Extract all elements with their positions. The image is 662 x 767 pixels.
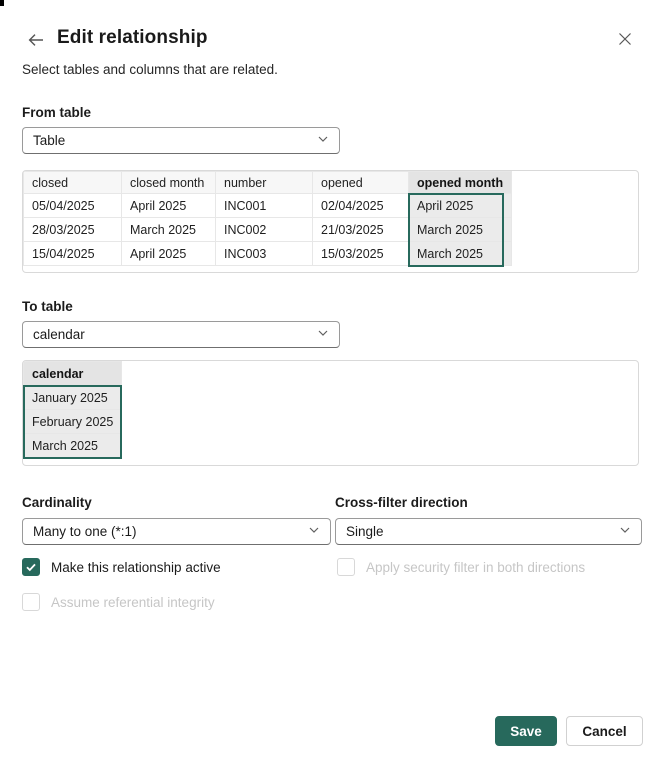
checkbox-assume-referential-integrity bbox=[22, 593, 215, 611]
dialog-subtitle: Select tables and columns that are related. bbox=[22, 62, 278, 77]
cardinality-dropdown-value: Many to one (*:1) bbox=[33, 524, 137, 539]
table-row bbox=[24, 410, 122, 434]
checkbox-label: Make this relationship active bbox=[51, 559, 221, 575]
table-cell[interactable]: April 2025 bbox=[122, 242, 216, 266]
chevron-down-icon bbox=[619, 523, 631, 541]
unchecked-checkbox-icon bbox=[337, 558, 355, 576]
to-table-dropdown[interactable] bbox=[22, 321, 340, 348]
save-button[interactable]: Save bbox=[495, 716, 557, 746]
to-table-label: To table bbox=[22, 299, 73, 314]
cross-filter-label: Cross-filter direction bbox=[335, 495, 468, 510]
table-cell[interactable]: 15/04/2025 bbox=[24, 242, 122, 266]
table-cell[interactable]: 02/04/2025 bbox=[313, 194, 409, 218]
from-table-grid bbox=[23, 171, 512, 266]
table-cell[interactable]: 28/03/2025 bbox=[24, 218, 122, 242]
chevron-down-icon bbox=[308, 523, 320, 541]
table-cell[interactable]: March 2025 bbox=[122, 218, 216, 242]
column-header[interactable]: opened bbox=[313, 172, 409, 194]
from-table-dropdown[interactable] bbox=[22, 127, 340, 154]
table-row bbox=[24, 194, 512, 218]
table-cell-selected[interactable]: January 2025 bbox=[24, 386, 122, 410]
to-table-dropdown-value: calendar bbox=[33, 327, 85, 342]
cardinality-dropdown[interactable] bbox=[22, 518, 331, 545]
checkbox-label: Assume referential integrity bbox=[51, 594, 215, 610]
column-header-selected[interactable]: opened month bbox=[409, 172, 512, 194]
checkbox-make-relationship-active[interactable] bbox=[22, 558, 221, 576]
column-header[interactable]: closed bbox=[24, 172, 122, 194]
close-icon[interactable] bbox=[615, 29, 635, 49]
chevron-down-icon bbox=[317, 132, 329, 150]
column-header[interactable]: number bbox=[216, 172, 313, 194]
table-row bbox=[24, 434, 122, 458]
table-header-row bbox=[24, 362, 122, 386]
table-cell[interactable]: INC001 bbox=[216, 194, 313, 218]
unchecked-checkbox-icon bbox=[22, 593, 40, 611]
table-cell-selected[interactable]: March 2025 bbox=[24, 434, 122, 458]
cross-filter-dropdown-value: Single bbox=[346, 524, 384, 539]
column-header[interactable]: closed month bbox=[122, 172, 216, 194]
to-table-preview bbox=[22, 360, 639, 466]
table-cell[interactable]: INC003 bbox=[216, 242, 313, 266]
table-cell-selected[interactable]: February 2025 bbox=[24, 410, 122, 434]
checkbox-label: Apply security filter in both directions bbox=[366, 559, 586, 575]
from-table-dropdown-value: Table bbox=[33, 133, 66, 148]
cancel-button[interactable]: Cancel bbox=[566, 716, 643, 746]
chevron-down-icon bbox=[317, 326, 329, 344]
table-cell[interactable]: 15/03/2025 bbox=[313, 242, 409, 266]
table-header-row bbox=[24, 172, 512, 194]
cross-filter-dropdown[interactable] bbox=[335, 518, 642, 545]
table-cell[interactable]: April 2025 bbox=[122, 194, 216, 218]
table-cell[interactable]: 05/04/2025 bbox=[24, 194, 122, 218]
table-cell-selected[interactable]: April 2025 bbox=[409, 194, 512, 218]
screen-edge-artifact bbox=[0, 0, 4, 6]
to-table-grid bbox=[23, 361, 122, 458]
table-row bbox=[24, 218, 512, 242]
table-cell-selected[interactable]: March 2025 bbox=[409, 242, 512, 266]
from-table-preview bbox=[22, 170, 639, 273]
cardinality-label: Cardinality bbox=[22, 495, 92, 510]
table-cell-selected[interactable]: March 2025 bbox=[409, 218, 512, 242]
table-cell[interactable]: 21/03/2025 bbox=[313, 218, 409, 242]
page-title: Edit relationship bbox=[57, 27, 208, 48]
column-header-selected[interactable]: calendar bbox=[24, 362, 122, 386]
checked-checkbox-icon[interactable] bbox=[22, 558, 40, 576]
table-cell[interactable]: INC002 bbox=[216, 218, 313, 242]
from-table-label: From table bbox=[22, 105, 92, 120]
table-row bbox=[24, 242, 512, 266]
table-row bbox=[24, 386, 122, 410]
checkbox-apply-security-filter bbox=[337, 558, 585, 576]
back-icon[interactable] bbox=[26, 30, 46, 50]
